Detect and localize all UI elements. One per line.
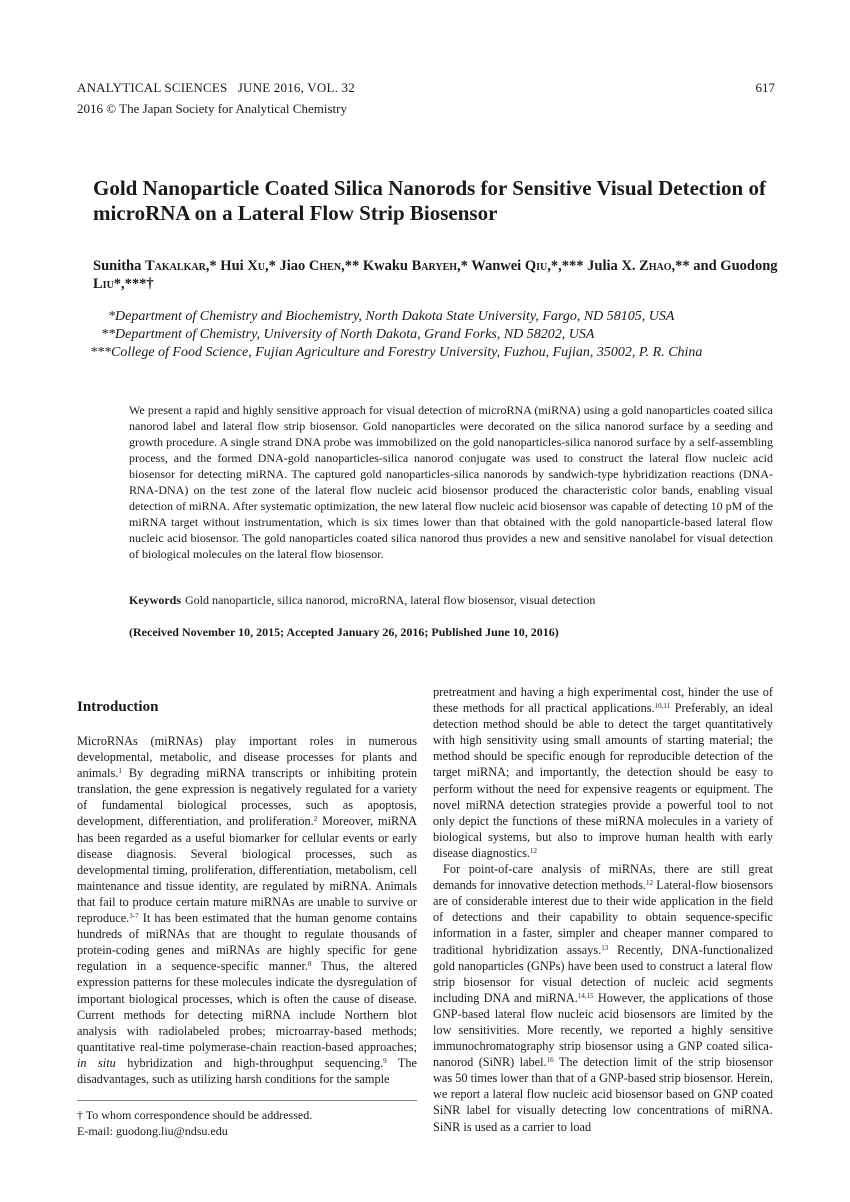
citation-ref: 1 — [118, 767, 122, 776]
running-header-journal: ANALYTICAL SCIENCES JUNE 2016, VOL. 32 — [77, 80, 355, 95]
author-family-name: Xu — [247, 258, 265, 274]
running-header-copyright: 2016 © The Japan Society for Analytical Chemistry — [77, 101, 347, 116]
author-family-name: Qiu — [524, 258, 548, 274]
keywords — [129, 592, 773, 608]
author-given-name: Wanwei — [471, 258, 525, 274]
author-affiliation-mark: ,* — [265, 258, 280, 274]
citation-ref: 3-7 — [129, 912, 139, 921]
footnote-email: E-mail: guodong.liu@ndsu.edu — [77, 1124, 228, 1138]
author-affiliation-mark: ,* — [457, 258, 472, 274]
author-affiliation-mark: ,** — [671, 258, 694, 274]
citation-ref: 16 — [546, 1056, 554, 1065]
affiliation-1: *Department of Chemistry and Biochemistry, North Dakota State University, Fargo, ND 58105, USA — [108, 309, 675, 324]
text-run: Thus, the altered expression patterns for these molecules indicate the dysregulation of important biological processes, which is often the cause of disease. Current methods for detecting miRNA include Northern blot analysis with radiolabeled probes; microarray-based methods; quantitative real-time polymerase-chain reaction-based approaches; — [77, 959, 417, 1054]
received-dates: (Received November 10, 2015; Accepted January 26, 2016; Published June 10, 2016) — [129, 625, 559, 639]
citation-ref: 12 — [530, 846, 537, 855]
citation-ref: 10,11 — [654, 702, 671, 711]
intro-paragraph-1-continued — [433, 684, 773, 861]
body-column-right — [433, 684, 773, 1135]
body-column-left — [77, 733, 417, 1087]
citation-ref: 13 — [601, 943, 609, 952]
keywords-text: Gold nanoparticle, silica nanorod, microRNA, lateral flow biosensor, visual detection — [185, 593, 596, 607]
italic-term: in situ — [77, 1055, 116, 1070]
author-given-name: Sunitha — [93, 258, 145, 274]
text-run: By degrading miRNA transcripts or inhibiting protein translation, the gene expression is negatively regulated for a variety of fundamental biological processes, such as apoptosis, development, differentiation, and proliferation. — [77, 766, 417, 829]
text-run: Recently, DNA-functionalized gold nanoparticles (GNPs) have been used to construct a lateral flow strip biosensor for visual detection of nucleic acid segments including DNA and miRNA. — [433, 942, 774, 1005]
author-family-name: Zhao — [639, 258, 672, 274]
author-affiliation-mark: ,** — [341, 258, 363, 274]
author-family-name: Chen — [308, 258, 342, 274]
citation-ref: 14,15 — [577, 991, 594, 1000]
affiliations — [90, 308, 790, 362]
text-run: Moreover, miRNA has been regarded as a useful biomarker for cellular events or early disease diagnosis. Several biological processes, such as developmental timing, proliferation, differentiation, metabolism, cell maintenance and tissue identity, are regulated by miRNA. Animals that fail to produce certain mature miRNAs are unable to survive or reproduce. — [77, 814, 417, 926]
author-given-name: Kwaku — [362, 258, 412, 274]
text-run: For point-of-care analysis of miRNAs, there are still great demands for innovative detection methods. — [433, 862, 773, 893]
affiliation-2: **Department of Chemistry, University of North Dakota, Grand Forks, ND 58202, USA — [101, 327, 595, 342]
author-family-name: Liu — [93, 276, 114, 292]
abstract: We present a rapid and highly sensitive approach for visual detection of microRNA (miRNA) using a gold nanoparticles coated silica nanorod label and lateral flow strip biosensor. Gold nanoparticles were decorated on the silica nanorod surface by a seeding and growth procedure. A single strand DNA probe was immobilized on the gold nanoparticles-silica nanorod surface by a self-assembling process, and the formed DNA-gold nanoparticles-silica nanorod conjugate was used to construct the lateral flow nucleic acid biosensor for detecting miRNA. The captured gold nanoparticles-silica nanorods by sandwich-type hybridization reactions (DNA-RNA-DNA) on the test zone of the lateral flow nucleic acid biosensor produced the characteristic color bands, enabling visual detection of miRNA. After systematic optimization, the new lateral flow nucleic acid biosensor was capable of detecting 10 pM of the miRNA target without instrumentation, which is six times lower than that obtained with the gold nanoparticle-based lateral flow nucleic acid biosensor. The gold nanoparticles coated silica nanorod thus provides a new and sensitive nanolabel for visual detection of biological molecules on the lateral flow biosensor. — [129, 403, 773, 561]
correspondence-footnote — [77, 1107, 417, 1139]
author-given-name: Hui — [220, 258, 248, 274]
citation-ref: 2 — [313, 815, 318, 824]
author-given-name: Julia X. — [587, 258, 640, 274]
text-run: However, the applications of those GNP-based lateral flow nucleic acid biosensors are limited by the low sensitivities. More recently, we reported a highly sensitive immunochromatography strip biosensor using a GNP coated silica-nanorod (SiNR) label. — [433, 990, 773, 1070]
author-affiliation-mark: ,* — [205, 258, 221, 274]
author-affiliation-mark: ,*,*** — [547, 258, 588, 274]
page-number: 617 — [755, 80, 775, 95]
article-title: Gold Nanoparticle Coated Silica Nanorods for Sensitive Visual Detection of microRNA on a Lateral Flow Strip Biosensor — [93, 176, 766, 225]
text-run: MicroRNAs (miRNAs) play important roles in numerous developmental, metabolic, and disease processes for plants and animals. — [77, 734, 417, 781]
intro-paragraph-2 — [433, 861, 773, 1135]
keywords-label: Keywords — [129, 593, 181, 607]
citation-ref: 9 — [383, 1056, 387, 1065]
author-list — [93, 257, 793, 293]
text-run: Lateral-flow biosensors are of considerable interest due to their wide application in the field of detections and their capability to obtain sequence-specific information in a faster, simpler and cheaper manner compared to traditional hybridization assays. — [433, 878, 773, 957]
text-run: hybridization and high-throughput sequencing. — [115, 1055, 384, 1070]
citation-ref: 12 — [646, 879, 653, 888]
affiliation-3: ***College of Food Science, Fujian Agriculture and Forestry University, Fuzhou, Fujian, 35002, P. R. China — [90, 345, 703, 360]
footnote-divider — [77, 1100, 417, 1101]
text-run: Preferably, an ideal detection method should be able to detect the target quantitatively with high sensitivity using small amounts of starting material; the method should be specific enough for reproducible detection of the target miRNA; and importantly, the detection should be easy to perform without the need for expensive reagents or equipment. The novel miRNA detection strategies provide a powerful tool to not only depict the functions of these miRNA molecules in a variety of biological systems, but also to improve human health with early disease diagnostics. — [433, 701, 773, 860]
footnote-correspondence: † To whom correspondence should be addressed. — [77, 1108, 313, 1122]
text-run: It has been estimated that the human genome contains hundreds of miRNAs that are thought to regulate thousands of protein-coding genes and miRNAs are highly specific for gene regulation in a sequence-specific manner. — [77, 911, 417, 974]
intro-paragraph-1 — [77, 733, 417, 1087]
text-run: The detection limit of the strip biosensor was 50 times lower than that of a GNP-based strip biosensor. Herein, we report a lateral flow nucleic acid biosensor based on GNP coated SiNR label for visually detecting low concentrations of miRNA. SiNR is used as a carrier to load — [433, 1055, 773, 1134]
text-run: The disadvantages, such as utilizing harsh conditions for the sample — [77, 1055, 418, 1086]
author-family-name: Takalkar — [145, 258, 206, 274]
author-given-name: Jiao — [279, 258, 309, 274]
section-heading-introduction: Introduction — [77, 699, 159, 715]
author-family-name: Baryeh — [411, 258, 458, 274]
text-run: pretreatment and having a high experimental cost, hinder the use of these methods for all practical applications. — [433, 685, 773, 716]
author-given-name: and Guodong — [693, 258, 778, 274]
citation-ref: 8 — [307, 960, 312, 969]
author-affiliation-mark: *,***† — [113, 276, 154, 292]
